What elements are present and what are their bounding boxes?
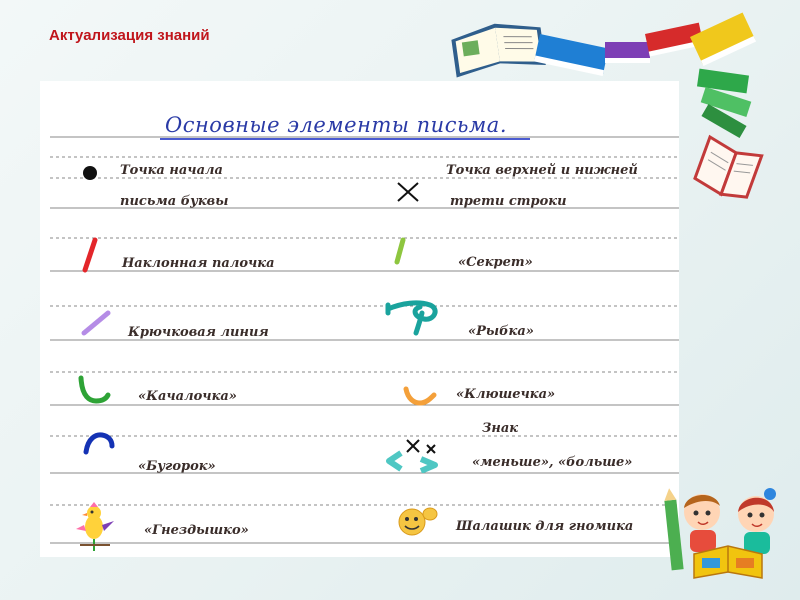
label-start-point: Точка начала <box>120 163 223 178</box>
worksheet <box>40 81 679 557</box>
rocker-icon <box>76 373 112 407</box>
label-rocker: «Качалочка» <box>138 389 237 404</box>
kids-reading-decoration-icon <box>660 480 798 598</box>
slide-title: Актуализация знаний <box>49 27 210 44</box>
label-sign: Знак <box>482 421 519 436</box>
label-fish: «Рыбка» <box>468 324 534 339</box>
worksheet-heading: Основные элементы письма. <box>165 113 507 137</box>
label-nest: «Гнездышко» <box>144 523 249 538</box>
hump-icon <box>82 430 116 456</box>
label-less-greater: «меньше», «больше» <box>472 455 633 470</box>
heading-underline <box>160 138 530 140</box>
label-hump: «Бугорок» <box>138 459 216 474</box>
label-upper-lower-point: Точка верхней и нижней <box>446 163 638 178</box>
club-hook-icon <box>402 383 438 407</box>
hook-line-icon <box>80 309 112 337</box>
label-start-point-cont: письма буквы <box>120 194 229 209</box>
less-greater-icon <box>385 437 445 473</box>
fish-loop-icon <box>382 299 442 337</box>
label-club: «Клюшечка» <box>456 387 556 402</box>
smiley-icon <box>396 505 442 537</box>
cross-icon <box>396 181 420 203</box>
label-gnome-hut: Шалашик для гномика <box>456 519 634 534</box>
ruled-lines <box>40 81 679 557</box>
label-secret: «Секрет» <box>458 255 533 270</box>
secret-stroke-icon <box>393 237 407 265</box>
label-upper-lower-point-cont: трети строки <box>450 194 567 209</box>
bird-icon <box>74 501 116 553</box>
dot-icon <box>82 165 98 181</box>
label-slanted-stick: Наклонная палочка <box>122 256 275 271</box>
slanted-stick-icon <box>80 237 100 273</box>
label-hook-line: Крючковая линия <box>128 325 269 340</box>
